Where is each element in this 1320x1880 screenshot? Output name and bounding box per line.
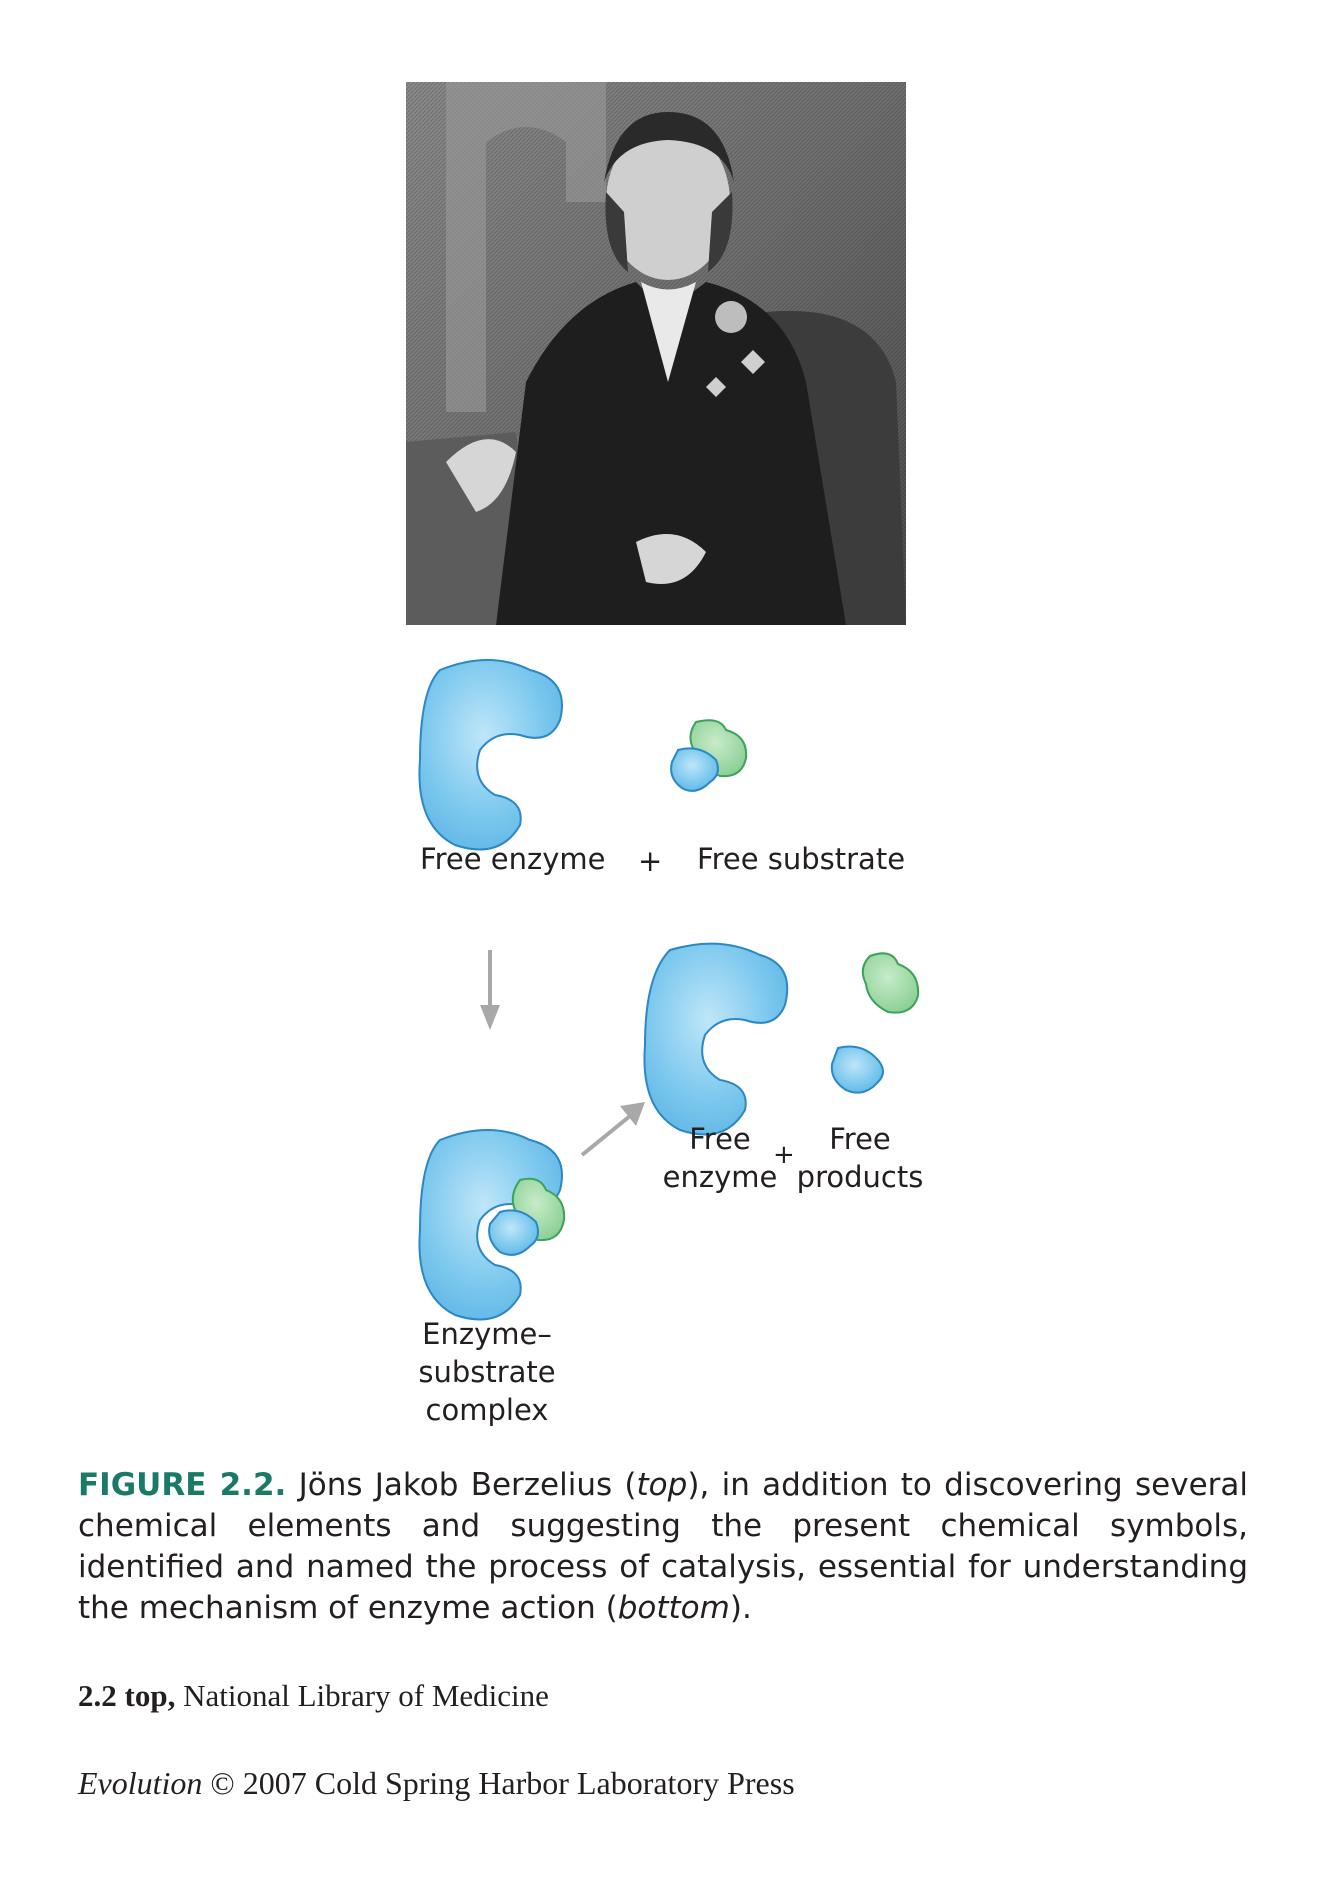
free-enzyme-shape <box>419 660 562 850</box>
label-plus-bottom: + <box>773 1140 795 1170</box>
down-arrow-icon <box>480 950 500 1030</box>
label-free-products: Free products <box>796 1122 924 1194</box>
diagonal-arrow-icon <box>582 1102 645 1155</box>
label-free-enzyme-bottom: Free enzyme <box>662 1122 778 1194</box>
product-green-shape <box>863 953 918 1012</box>
label-enzyme-substrate-complex: Enzyme– substrate complex <box>418 1317 556 1427</box>
label-plus-top: + <box>638 844 663 878</box>
enzyme-substrate-complex-shape <box>419 1130 564 1320</box>
figure-number: FIGURE 2.2. <box>78 1467 287 1503</box>
image-credit: 2.2 top, National Library of Medicine <box>78 1678 549 1713</box>
berzelius-portrait-image <box>406 82 906 625</box>
label-free-enzyme: Free enzyme <box>420 842 606 876</box>
figure-caption: FIGURE 2.2. Jöns Jakob Berzelius (top), in addition to discovering several chemical elements and suggesting the present chemical symbols, identified and named the process of catalysis, essential for understanding the mechanism of enzyme action (bottom). <box>78 1467 1248 1626</box>
free-substrate-shape <box>671 720 746 791</box>
product-blue-shape <box>832 1047 883 1093</box>
label-free-substrate: Free substrate <box>697 842 906 876</box>
copyright-line: Evolution © 2007 Cold Spring Harbor Laboratory Press <box>78 1765 795 1801</box>
released-enzyme-shape <box>644 944 787 1135</box>
